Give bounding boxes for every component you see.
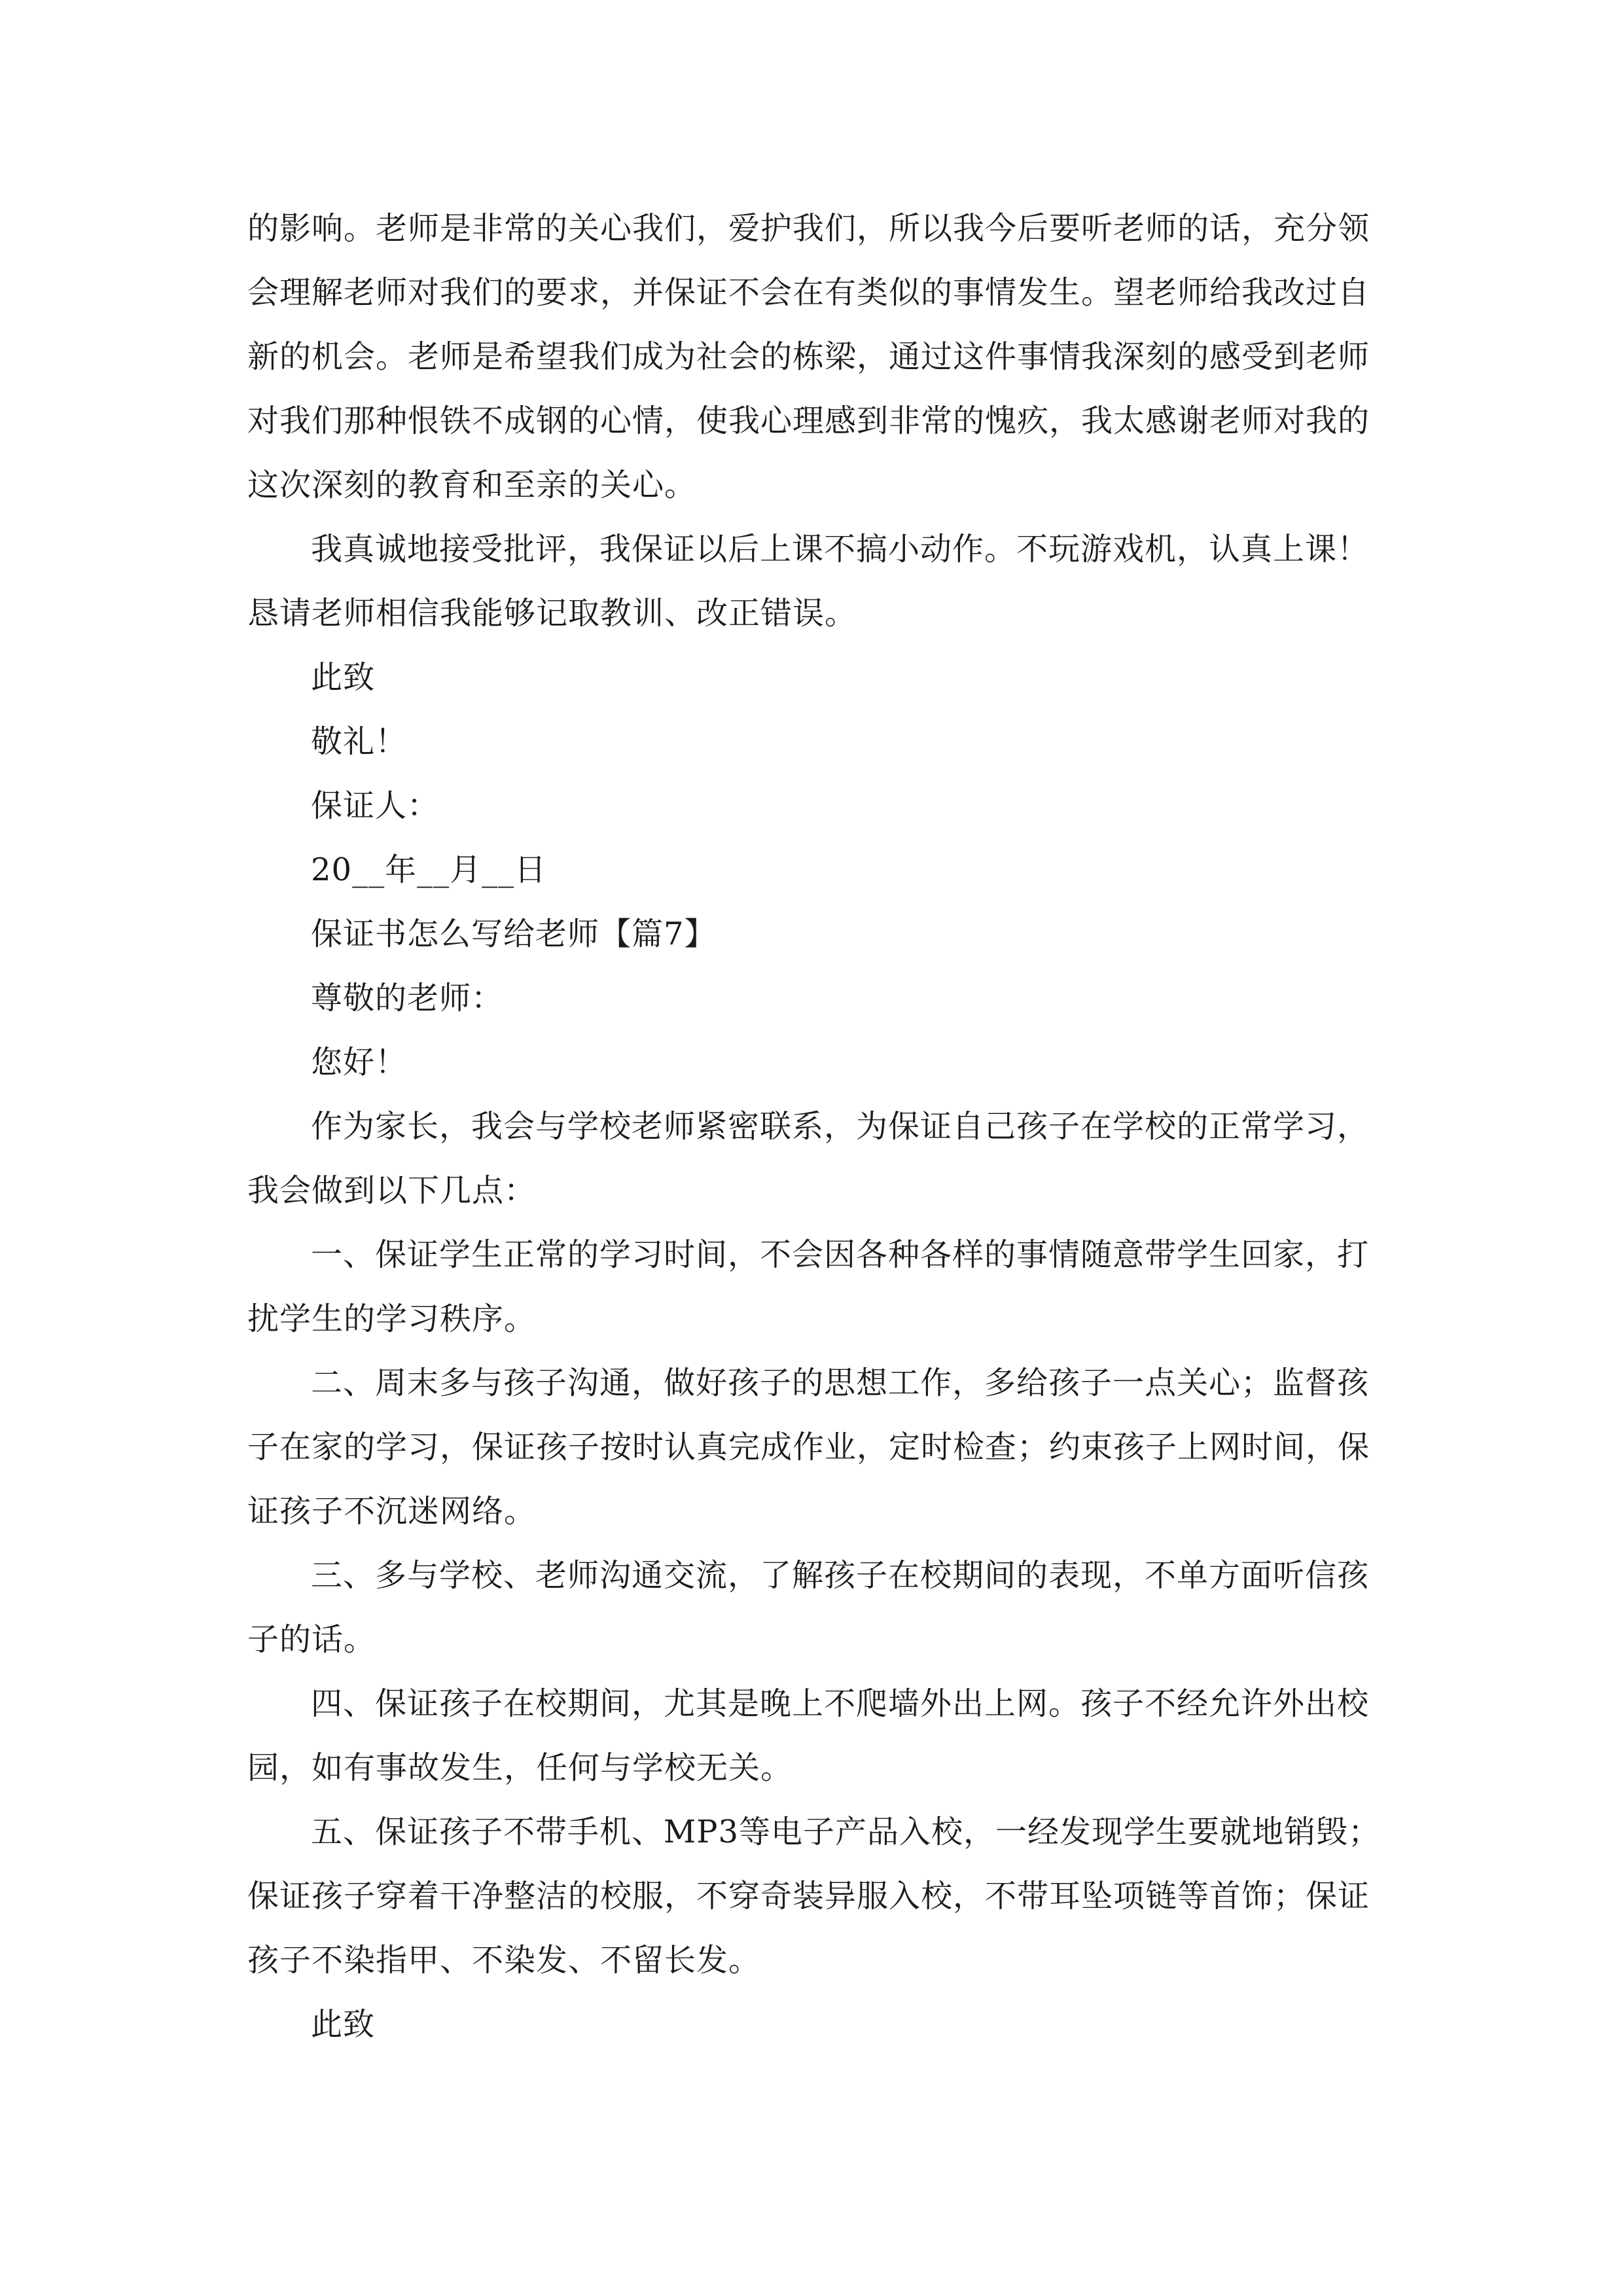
text-line: 子的话。 xyxy=(247,1621,376,1658)
text-line: 会理解老师对我们的要求，并保证不会在有类似的事情发生。望老师给我改过自 xyxy=(247,274,1370,311)
text-line: 保证人： xyxy=(311,787,440,824)
text-line: 三、多与学校、老师沟通交流，了解孩子在校期间的表现，不单方面听信孩 xyxy=(311,1557,1370,1594)
text-line: 此致 xyxy=(311,659,376,696)
text-line: 我会做到以下几点： xyxy=(247,1172,537,1209)
text-line: 您好！ xyxy=(311,1044,408,1081)
text-line: 四、保证孩子在校期间，尤其是晚上不爬墙外出上网。孩子不经允许外出校 xyxy=(311,1685,1370,1722)
text-line: 此致 xyxy=(311,2006,376,2043)
text-line: 二、周末多与孩子沟通，做好孩子的思想工作，多给孩子一点关心；监督孩 xyxy=(311,1365,1370,1401)
text-line: 敬礼！ xyxy=(311,723,408,760)
text-line: 恳请老师相信我能够记取教训、改正错误。 xyxy=(247,595,857,632)
text-line: 扰学生的学习秩序。 xyxy=(247,1300,537,1337)
text-line: 新的机会。老师是希望我们成为社会的栋梁，通过这件事情我深刻的感受到老师 xyxy=(247,338,1370,375)
text-line: 这次深刻的教育和至亲的关心。 xyxy=(247,467,697,503)
text-line: 的影响。老师是非常的关心我们，爱护我们，所以我今后要听老师的话，充分领 xyxy=(247,210,1370,247)
text-line: 保证孩子穿着干净整洁的校服，不穿奇装异服入校，不带耳坠项链等首饰；保证 xyxy=(247,1878,1370,1914)
text-line: 作为家长，我会与学校老师紧密联系，为保证自己孩子在学校的正常学习， xyxy=(311,1108,1370,1145)
text-line: 我真诚地接受批评，我保证以后上课不搞小动作。不玩游戏机，认真上课！ xyxy=(311,531,1370,567)
text-line: 保证书怎么写给老师【篇7】 xyxy=(311,916,717,952)
text-line: 孩子不染指甲、不染发、不留长发。 xyxy=(247,1942,761,1979)
text-line: 对我们那种恨铁不成钢的心情，使我心理感到非常的愧疚，我太感谢老师对我的 xyxy=(247,403,1370,439)
text-line: 一、保证学生正常的学习时间，不会因各种各样的事情随意带学生回家，打 xyxy=(311,1236,1370,1273)
text-line: 五、保证孩子不带手机、MP3等电子产品入校，一经发现学生要就地销毁； xyxy=(311,1814,1380,1850)
text-line: 尊敬的老师： xyxy=(311,980,504,1016)
text-line: 园，如有事故发生，任何与学校无关。 xyxy=(247,1749,793,1786)
text-line: 证孩子不沉迷网络。 xyxy=(247,1493,537,1530)
text-line: 子在家的学习，保证孩子按时认真完成作业，定时检查；约束孩子上网时间，保 xyxy=(247,1429,1370,1465)
text-line: 20__年__月__日 xyxy=(311,852,547,888)
document-body xyxy=(247,196,1386,2056)
